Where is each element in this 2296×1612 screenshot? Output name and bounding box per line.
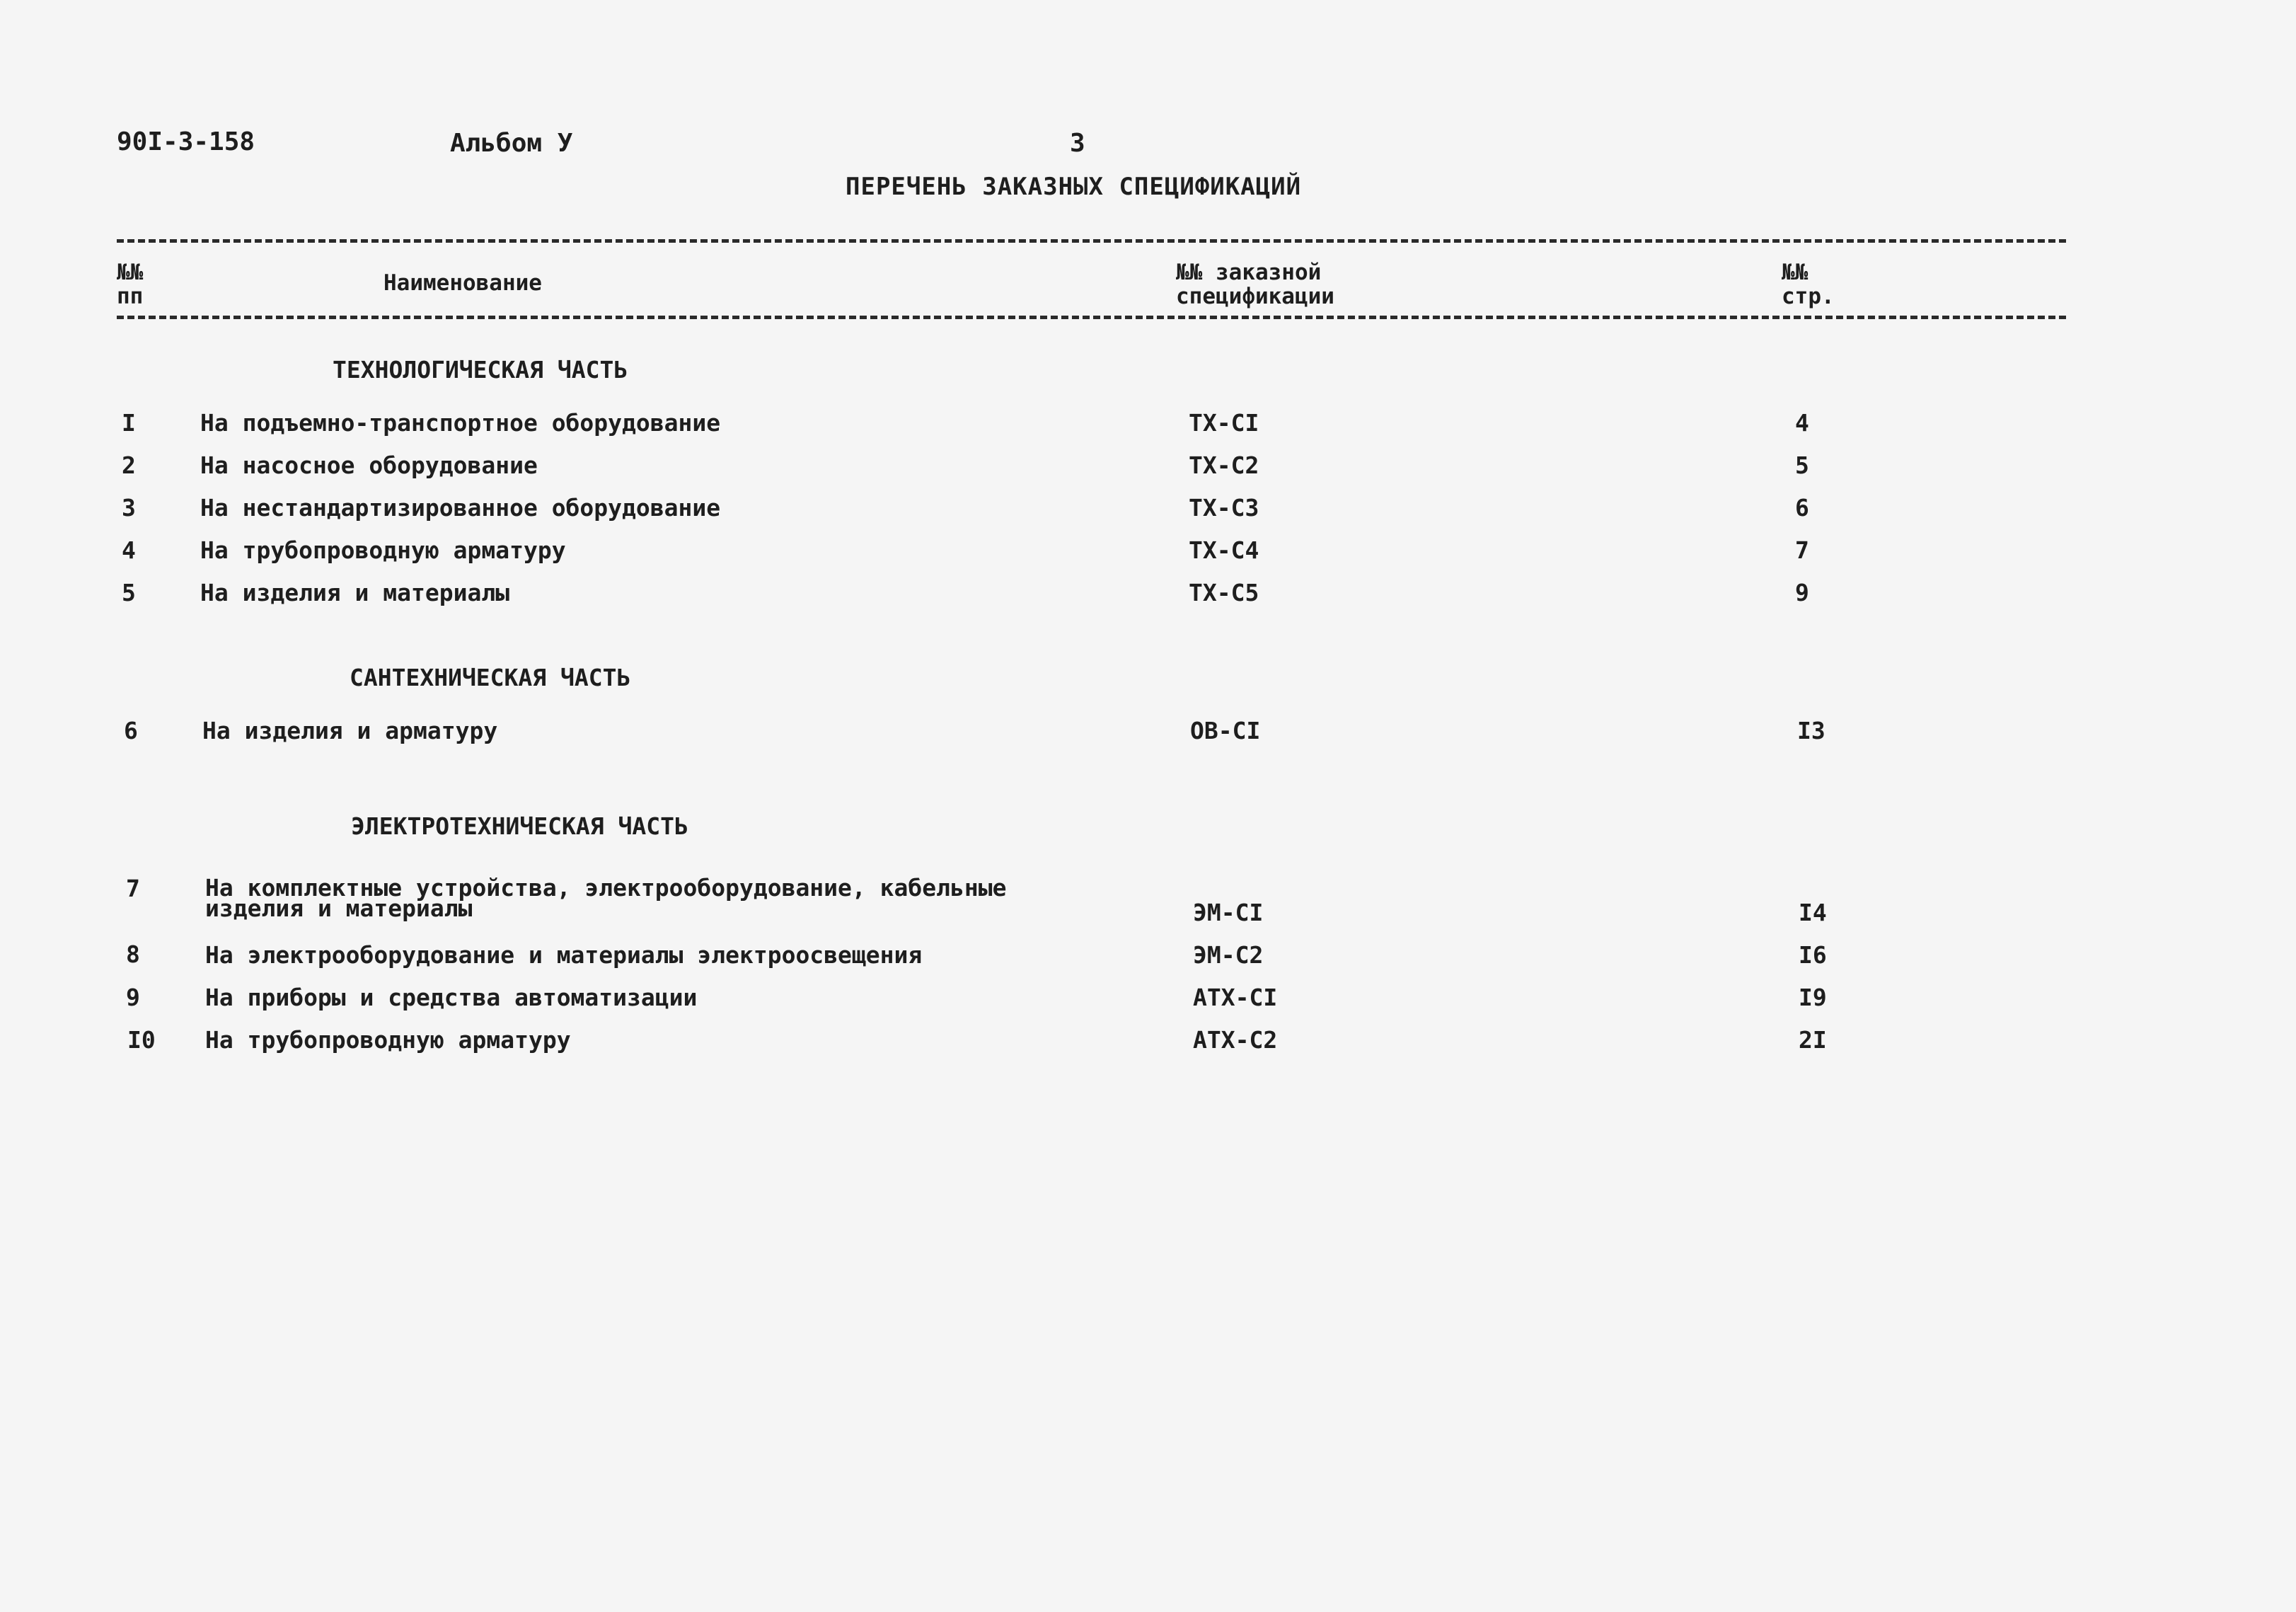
header-bottom-divider [117, 316, 2066, 319]
page-title: ПЕРЕЧЕНЬ ЗАКАЗНЫХ СПЕЦИФИКАЦИЙ [846, 173, 1302, 201]
page-number: 3 [1070, 129, 1085, 158]
section-title-electrical: ЭЛЕКТРОТЕХНИЧЕСКАЯ ЧАСТЬ [351, 812, 688, 840]
col-page-header: №№ стр. [1782, 260, 1835, 309]
album-label: Альбом У [450, 129, 573, 158]
col-name-header: Наименование [383, 270, 542, 296]
doc-code: 90I-3-158 [117, 127, 255, 156]
section-title-sanitary: САНТЕХНИЧЕСКАЯ ЧАСТЬ [350, 664, 631, 691]
col-spec-header: №№ заказной спецификации [1176, 260, 1334, 309]
section-title-technological: ТЕХНОЛОГИЧЕСКАЯ ЧАСТЬ [333, 356, 628, 384]
col-num-header: №№ пп [117, 260, 144, 309]
document-page: 90I-3-158 Альбом У 3 ПЕРЕЧЕНЬ ЗАКАЗНЫХ СПЕЦИФИКАЦИЙ №№ пп Наименование №№ заказной спецификации №№ стр. ТЕХНОЛОГИЧЕСКАЯ ЧАСТЬ I На подъемно-транспортное оборудование ТХ-СI 4 2 На насосное оборудование ТХ-С2 5 3 На нестандартизированное оборудование ТХ-С3 6 4 На трубопроводную арматуру ТХ-С4 7 5 На изделия и материалы ТХ-С5 9 САНТЕХНИЧЕСКАЯ ЧАСТЬ 6 На изделия и арматуру ОВ-СI I3 ЭЛЕКТРОТЕХНИЧЕСКАЯ ЧАСТЬ 7 На комплектные устройства, электрооборудование, кабельные изделия и материалы ЭМ-СI I4 8 На электрооборудование и материалы электроосвещения ЭМ-С2 I6 9 На приборы и средства автоматизации АТХ-СI I9 I0 На трубопроводную арматуру АТХ-С2 2I [0, 0, 2296, 1612]
header-top-divider [117, 239, 2066, 243]
